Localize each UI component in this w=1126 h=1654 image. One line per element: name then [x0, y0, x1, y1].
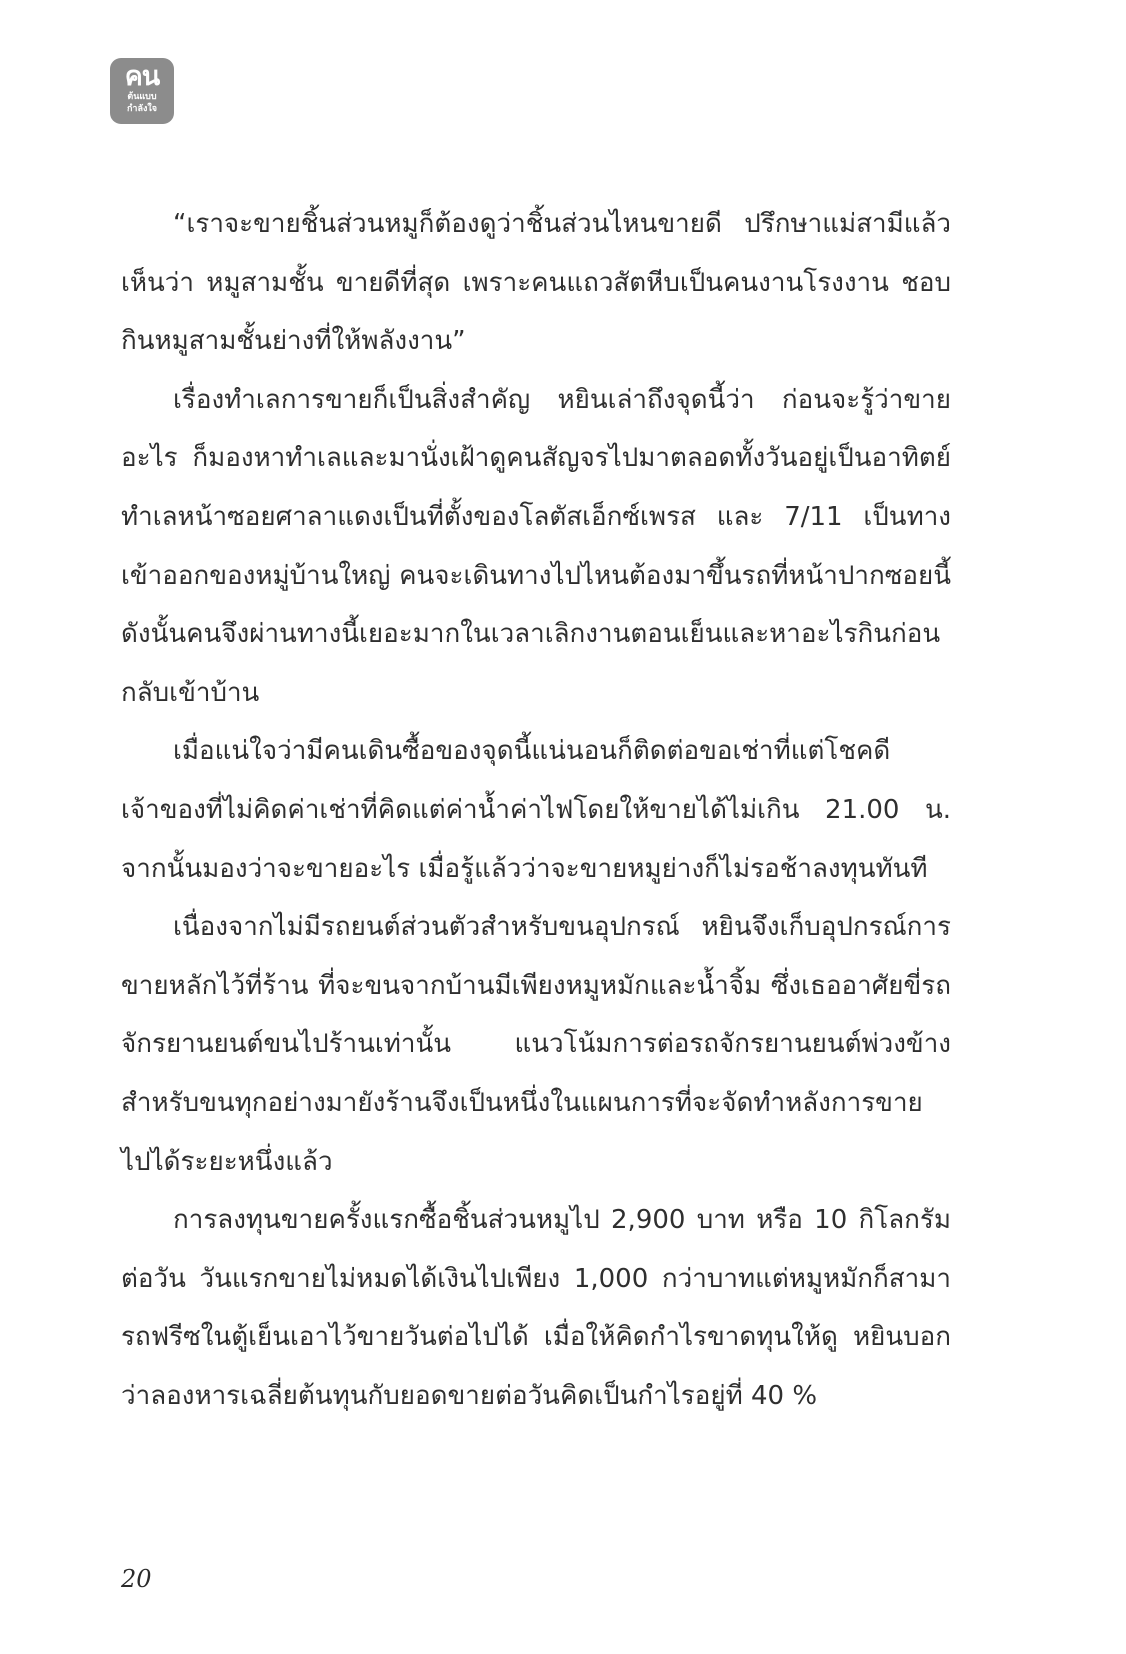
- page-number: 20: [121, 1565, 152, 1593]
- logo-subtitle-2: กำลังใจ: [126, 104, 158, 114]
- paragraph-investment: การลงทุนขายครั้งแรกซื้อชิ้นส่วนหมูไป 2,900 บาท หรือ 10 กิโลกรัมต่อวัน วันแรกขายไม่หมดได้เงินไปเพียง 1,000 กว่าบาทแต่หมูหมักก็สามารถฟรีซในตู้เย็นเอาไว้ขายวันต่อไปได้ เมื่อให้คิดกำไรขาดทุนให้ดู หยินบอกว่าลองหารเฉลี่ยต้นทุนกับยอดขายต่อวันคิดเป็นกำไรอยู่ที่ 40 %: [121, 1205, 951, 1411]
- logo-title: คน: [124, 61, 160, 92]
- paragraph-transport: เนื่องจากไม่มีรถยนต์ส่วนตัวสำหรับขนอุปกรณ์ หยินจึงเก็บอุปกรณ์การขายหลักไว้ที่ร้าน ที่จะขนจากบ้านมีเพียงหมูหมักและน้ำจิ้ม ซึ่งเธออาศัยขี่รถจักรยานยนต์ขนไปร้านเท่านั้น แนวโน้มการต่อรถจักรยานยนต์พ่วงข้างสำหรับขนทุกอย่างมายังร้านจึงเป็นหนึ่งในแผนการที่จะจัดทำหลังการขายไปได้ระยะหนึ่งแล้ว: [121, 912, 951, 1177]
- logo-subtitle-1: ต้นแบบ: [127, 92, 157, 102]
- paragraph-quote: “เราจะขายชิ้นส่วนหมูก็ต้องดูว่าชิ้นส่วนไหนขายดี ปรึกษาแม่สามีแล้วเห็นว่า หมูสามชั้น ขายดีที่สุด เพราะคนแถวสัตหีบเป็นคนงานโรงงาน ชอบกินหมูสามชั้นย่างที่ให้พลังงาน”: [121, 209, 951, 357]
- paragraph-location: เรื่องทำเลการขายก็เป็นสิ่งสำคัญ หยินเล่าถึงจุดนี้ว่า ก่อนจะรู้ว่าขายอะไร ก็มองหาทำเลและมานั่งเฝ้าดูคนสัญจรไปมาตลอดทั้งวันอยู่เป็นอาทิตย์ ทำเลหน้าซอยศาลาแดงเป็นที่ตั้งของโลตัสเอ็กซ์เพรส และ 7/11 เป็นทางเข้าออกของหมู่บ้านใหญ่ คนจะเดินทางไปไหนต้องมาขึ้นรถที่หน้าปากซอยนี้ ดังนั้นคนจึงผ่านทางนี้เยอะมากในเวลาเลิกงานตอนเย็นและหาอะไรกินก่อนกลับเข้าบ้าน: [121, 384, 951, 708]
- book-logo: [110, 58, 174, 124]
- paragraph-rent: เมื่อแน่ใจว่ามีคนเดินซื้อของจุดนี้แน่นอนก็ติดต่อขอเช่าที่แต่โชคดีเจ้าของที่ไม่คิดค่าเช่าที่คิดแต่ค่าน้ำค่าไฟโดยให้ขายได้ไม่เกิน 21.00 น. จากนั้นมองว่าจะขายอะไร เมื่อรู้แล้วว่าจะขายหมูย่างก็ไม่รอช้าลงทุนทันที: [121, 736, 951, 884]
- body-text: [121, 195, 951, 1425]
